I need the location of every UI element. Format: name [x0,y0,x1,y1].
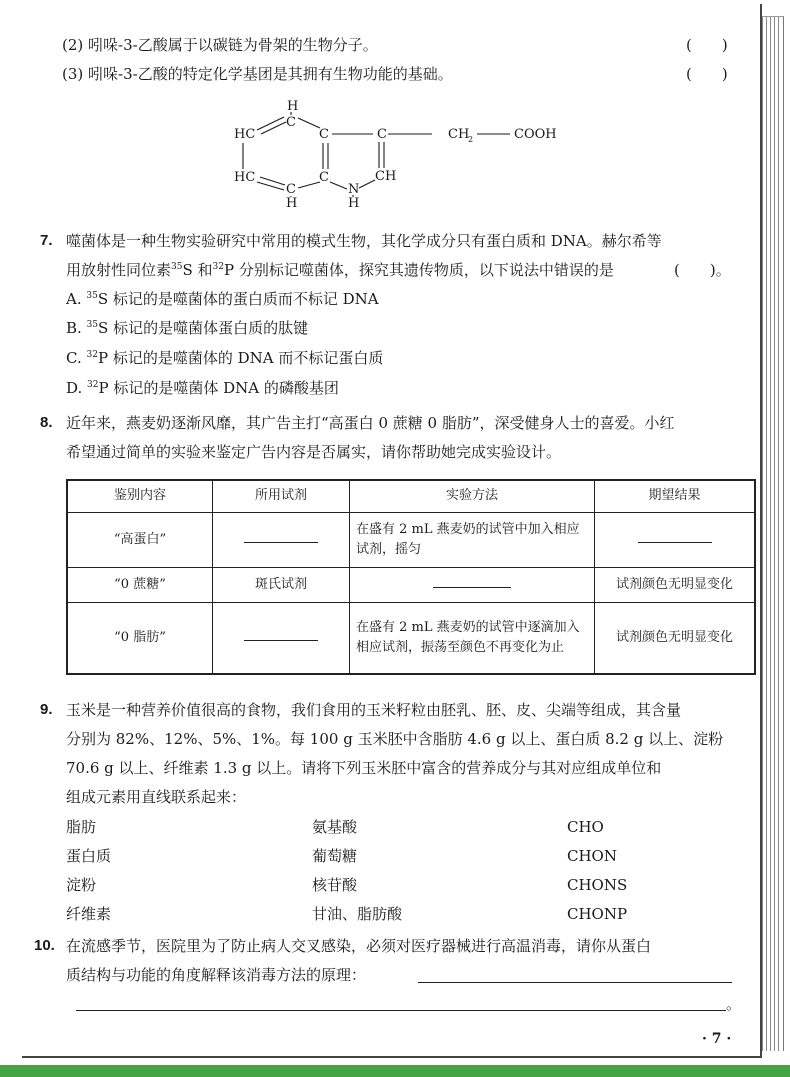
answer-line-2[interactable] [76,1010,726,1011]
atom-cooh: COOH [514,127,557,142]
question-9-line-3: 70.6 g 以上、纤维素 1.3 g 以上。请将下列玉米胚中富含的营养成分与其对应组成单位和 [66,759,662,777]
row-2-item: “0 蔗糖” [67,567,213,602]
question-10-line-2: 质结构与功能的角度解释该消毒方法的原理： [66,966,367,984]
row-2-result: 试剂颜色无明显变化 [595,567,756,602]
element-chon[interactable]: CHON [567,847,617,865]
worksheet-page [22,4,762,1058]
question-8-number: 8. [40,414,53,431]
header-item: 鉴别内容 [67,480,213,512]
nutrient-protein[interactable]: 蛋白质 [66,847,112,865]
row-2-reagent: 斑氏试剂 [213,567,350,602]
answer-paren-2[interactable]: ( ) [686,36,728,54]
row-3-method: 在盛有 2 mL 燕麦奶的试管中逐滴加入相应试剂，振荡至颜色不再变化为止 [350,602,595,674]
nutrient-fat[interactable]: 脂肪 [66,818,97,836]
row-2-method-blank[interactable] [350,567,595,602]
atom-hc-lower: HC [234,170,256,185]
atom-c-top: C [286,115,296,130]
atom-h-bottom: H [286,196,298,208]
question-9-number: 9. [40,701,53,718]
row-1-method: 在盛有 2 mL 燕麦奶的试管中加入相应试剂，摇匀 [350,512,595,567]
row-1-item: “高蛋白” [67,512,213,567]
option-a[interactable]: A. $^{35}$S 标记的是噬菌体的蛋白质而不标记 DNA [66,290,379,308]
element-chonp[interactable]: CHONP [567,905,628,923]
table-row [67,512,755,567]
nutrient-starch[interactable]: 淀粉 [66,876,97,894]
row-3-item: “0 脂肪” [67,602,213,674]
atom-c-junction-upper: C [319,127,329,142]
indole-acetic-acid-structure [222,96,582,208]
option-c[interactable]: C. $^{32}$P 标记的是噬菌体的 DNA 而不标记蛋白质 [66,349,384,367]
atom-hc-upper: HC [234,127,256,142]
answer-line-1[interactable] [418,982,732,983]
page-number: · 7 · [702,1031,732,1047]
question-7-line-2: 用放射性同位素$^{35}$S 和$^{32}$P 分别标记噬菌体，探究其遗传物质，以下说法中错误的是 [66,261,614,279]
statement-3: (3) 吲哚-3-乙酸的特定化学基团是其拥有生物功能的基础。 [62,65,453,83]
unit-amino-acid[interactable]: 氨基酸 [312,818,358,836]
atom-ch2-ring: CH [375,169,397,184]
row-1-result-blank[interactable] [595,512,756,567]
question-10-number: 10. [34,937,55,954]
atom-ch2: CH [448,127,470,142]
option-d[interactable]: D. $^{32}$P 标记的是噬菌体 DNA 的磷酸基团 [66,379,339,397]
table-row [67,602,755,674]
atom-n: N [348,182,360,197]
header-result: 期望结果 [595,480,756,512]
row-3-result: 试剂颜色无明显变化 [595,602,756,674]
option-b[interactable]: B. $^{35}$S 标记的是噬菌体蛋白质的肽键 [66,319,309,337]
unit-glycerol-fatty-acid[interactable]: 甘油、脂肪酸 [312,905,403,923]
question-10-line-1: 在流感季节，医院里为了防止病人交叉感染，必须对医疗器械进行高温消毒，请你从蛋白 [66,937,652,955]
answer-paren-3[interactable]: ( ) [686,65,728,83]
question-8-line-2: 希望通过简单的实验来鉴定广告内容是否属实，请你帮助她完成实验设计。 [66,443,562,461]
ch2-subscript: 2 [468,135,474,144]
answer-end-mark: 。 [726,995,742,1013]
question-8-line-1: 近年来，燕麦奶逐渐风靡，其广告主打“高蛋白 0 蔗糖 0 脂肪”，深受健身人士的喜爱。小红 [66,414,675,432]
experiment-design-table [66,479,756,675]
question-9-line-4: 组成元素用直线联系起来： [66,788,247,806]
element-cho[interactable]: CHO [567,818,604,836]
unit-nucleotide[interactable]: 核苷酸 [312,876,358,894]
unit-glucose[interactable]: 葡萄糖 [312,847,358,865]
header-reagent: 所用试剂 [213,480,350,512]
row-3-reagent-blank[interactable] [213,602,350,674]
table-row [67,567,755,602]
element-chons[interactable]: CHONS [567,876,628,894]
statement-2: (2) 吲哚-3-乙酸属于以碳链为骨架的生物分子。 [62,36,378,54]
question-7-answer-paren[interactable]: ( )。 [674,261,731,279]
atom-h-n: H [348,196,360,208]
question-9-line-2: 分别为 82%、12%、5%、1%。每 100 g 玉米胚中含脂肪 4.6 g 以上、蛋白质 8.2 g 以上、淀粉 [66,730,724,748]
row-1-reagent-blank[interactable] [213,512,350,567]
atom-c-bottom: C [286,182,296,197]
nutrient-cellulose[interactable]: 纤维素 [66,905,112,923]
header-method: 实验方法 [350,480,595,512]
table-header-row [67,480,755,512]
question-7-line-1: 噬菌体是一种生物实验研究中常用的模式生物，其化学成分只有蛋白质和 DNA。赫尔希等 [66,232,662,250]
question-7-number: 7. [40,232,53,249]
bottom-green-bar [0,1065,790,1077]
atom-h-top: H [287,99,299,114]
atom-c-junction-lower: C [319,170,329,185]
question-9-line-1: 玉米是一种营养价值很高的食物，我们食用的玉米籽粒由胚乳、胚、皮、尖端等组成，其含量 [66,701,682,719]
atom-c3: C [377,127,387,142]
